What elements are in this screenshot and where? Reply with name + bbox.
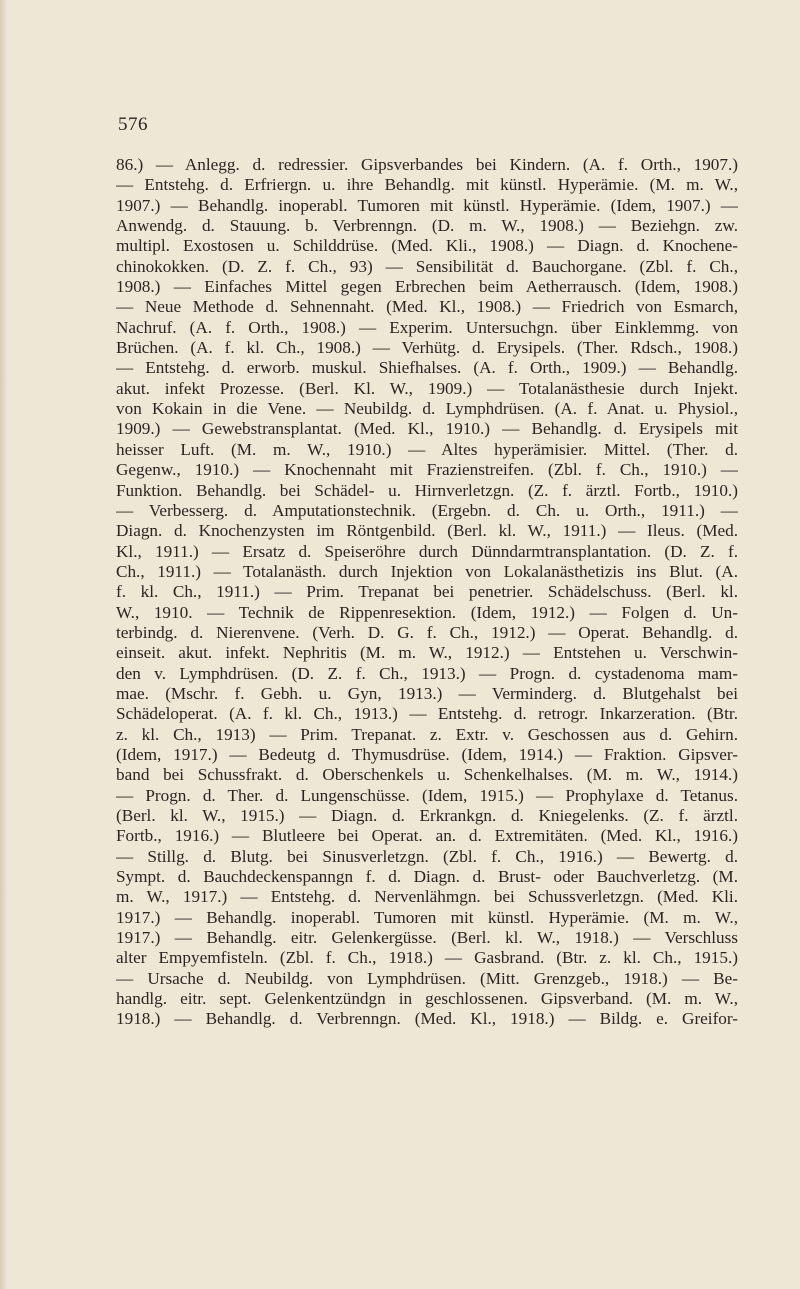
- text-line: den v. Lymphdrüsen. (D. Z. f. Ch., 1913.) — Progn. d. cystadenoma mam-: [116, 663, 738, 683]
- text-line: — Entstehg. d. erworb. muskul. Shiefhalses. (A. f. Orth., 1909.) — Behandlg.: [116, 358, 738, 378]
- text-line: 1918.) — Behandlg. d. Verbrenngn. (Med. Kl., 1918.) — Bildg. e. Greifor-: [116, 1009, 738, 1029]
- text-line: — Stillg. d. Blutg. bei Sinusverletzgn. (Zbl. f. Ch., 1916.) — Bewertg. d.: [116, 846, 738, 866]
- text-line: (Berl. kl. W., 1915.) — Diagn. d. Erkrankgn. d. Kniegelenks. (Z. f. ärztl.: [116, 806, 738, 825]
- text-line: mae. (Mschr. f. Gebh. u. Gyn, 1913.) — Verminderg. d. Blutgehalst bei: [116, 683, 738, 703]
- text-line: 1917.) — Behandlg. inoperabl. Tumoren mit künstl. Hyperämie. (M. m. W.,: [116, 907, 738, 927]
- text-line: Schädeloperat. (A. f. kl. Ch., 1913.) — Entstehg. d. retrogr. Inkarzeration. (Btr.: [116, 704, 738, 724]
- text-line: alter Empyemfisteln. (Zbl. f. Ch., 1918.) — Gasbrand. (Btr. z. kl. Ch., 1915.): [116, 948, 738, 968]
- text-line: — Neue Methode d. Sehnennaht. (Med. Kl., 1908.) — Friedrich von Esmarch,: [116, 297, 738, 317]
- page-number: 576: [118, 114, 148, 135]
- text-line: Brüchen. (A. f. kl. Ch., 1908.) — Verhütg. d. Erysipels. (Ther. Rdsch., 1908.): [116, 338, 738, 358]
- text-line: W., 1910. — Technik de Rippenresektion. (Idem, 1912.) — Folgen d. Un-: [116, 602, 738, 622]
- text-line: Diagn. d. Knochenzysten im Röntgenbild. (Berl. kl. W., 1911.) — Ileus. (Med.: [116, 521, 738, 541]
- text-line: handlg. eitr. sept. Gelenkentzündgn in geschlossenen. Gipsverband. (M. m. W.,: [116, 989, 738, 1009]
- text-line: Anwendg. d. Stauung. b. Verbrenngn. (D. m. W., 1908.) — Beziehgn. zw.: [116, 216, 738, 236]
- text-line: Ch., 1911.) — Totalanästh. durch Injektion von Lokalanästhetizis ins Blut. (A.: [116, 561, 738, 581]
- text-line: f. kl. Ch., 1911.) — Prim. Trepanat bei penetrier. Schädelschuss. (Berl. kl.: [116, 582, 738, 602]
- text-line: 1908.) — Einfaches Mittel gegen Erbrechen beim Aetherrausch. (Idem, 1908.): [116, 277, 738, 297]
- text-line: (Idem, 1917.) — Bedeutg d. Thymusdrüse. (Idem, 1914.) — Fraktion. Gipsver-: [116, 744, 738, 764]
- text-line: — Ursache d. Neubildg. von Lymphdrüsen. (Mitt. Grenzgeb., 1918.) — Be-: [116, 968, 738, 988]
- text-line: Funktion. Behandlg. bei Schädel- u. Hirnverletzgn. (Z. f. ärztl. Fortb., 1910.): [116, 480, 738, 500]
- text-line: 86.) — Anlegg. d. redressier. Gipsverbandes bei Kindern. (A. f. Orth., 1907.): [116, 155, 738, 174]
- text-line: Nachruf. (A. f. Orth., 1908.) — Experim. Untersuchgn. über Einklemmg. von: [116, 317, 738, 337]
- text-line: akut. infekt Prozesse. (Berl. Kl. W., 1909.) — Totalanästhesie durch Injekt.: [116, 378, 738, 398]
- text-line: chinokokken. (D. Z. f. Ch., 93) — Sensibilität d. Bauchorgane. (Zbl. f. Ch.,: [116, 256, 738, 276]
- text-line: von Kokain in die Vene. — Neubildg. d. Lymphdrüsen. (A. f. Anat. u. Physiol.,: [116, 399, 738, 419]
- text-line: z. kl. Ch., 1913) — Prim. Trepanat. z. Extr. v. Geschossen aus d. Gehirn.: [116, 724, 738, 744]
- page-edge: [0, 0, 8, 1289]
- text-line: multipl. Exostosen u. Schilddrüse. (Med. Kli., 1908.) — Diagn. d. Knochene-: [116, 236, 738, 256]
- bibliography-text: [116, 155, 738, 1030]
- text-line: Kl., 1911.) — Ersatz d. Speiseröhre durch Dünndarmtransplantation. (D. Z. f.: [116, 541, 738, 561]
- text-line: terbindg. d. Nierenvene. (Verh. D. G. f. Ch., 1912.) — Operat. Behandlg. d.: [116, 622, 738, 642]
- text-line: Fortb., 1916.) — Blutleere bei Operat. an. d. Extremitäten. (Med. Kl., 1916.): [116, 826, 738, 846]
- text-line: heisser Luft. (M. m. W., 1910.) — Altes hyperämisier. Mittel. (Ther. d.: [116, 439, 738, 459]
- text-line: 1917.) — Behandlg. eitr. Gelenkergüsse. (Berl. kl. W., 1918.) — Verschluss: [116, 928, 738, 948]
- text-line: Sympt. d. Bauchdeckenspanngn f. d. Diagn. d. Brust- oder Bauchverletzg. (M.: [116, 867, 738, 887]
- text-line: 1909.) — Gewebstransplantat. (Med. Kl., 1910.) — Behandlg. d. Erysipels mit: [116, 419, 738, 439]
- text-line: einseit. akut. infekt. Nephritis (M. m. W., 1912.) — Entstehen u. Verschwin-: [116, 643, 738, 663]
- text-line: — Entstehg. d. Erfriergn. u. ihre Behandlg. mit künstl. Hyperämie. (M. m. W.,: [116, 175, 738, 195]
- text-line: band bei Schussfrakt. d. Oberschenkels u. Schenkelhalses. (M. m. W., 1914.): [116, 765, 738, 785]
- text-line: Gegenw., 1910.) — Knochennaht mit Frazienstreifen. (Zbl. f. Ch., 1910.) —: [116, 460, 738, 480]
- text-line: m. W., 1917.) — Entstehg. d. Nervenlähmgn. bei Schussverletzgn. (Med. Kli.: [116, 887, 738, 907]
- text-line: 1907.) — Behandlg. inoperabl. Tumoren mit künstl. Hyperämie. (Idem, 1907.) —: [116, 195, 738, 215]
- text-line: — Verbesserg. d. Amputationstechnik. (Ergebn. d. Ch. u. Orth., 1911.) —: [116, 500, 738, 520]
- text-line: — Progn. d. Ther. d. Lungenschüsse. (Idem, 1915.) — Prophylaxe d. Tetanus.: [116, 785, 738, 805]
